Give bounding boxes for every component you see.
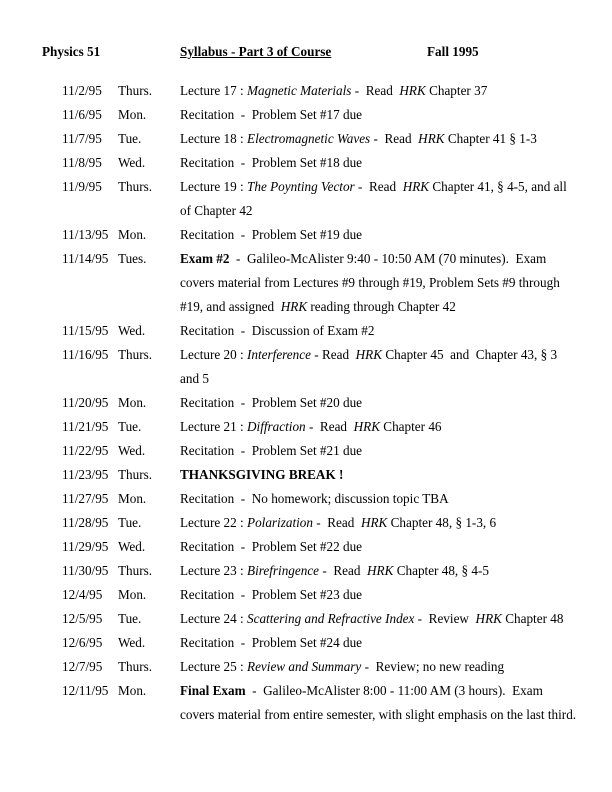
schedule-row [0, 127, 612, 151]
page-title: Syllabus - Part 3 of Course [180, 44, 332, 59]
row-date: 11/28/95 [62, 515, 109, 530]
row-description [180, 391, 578, 415]
schedule-row [0, 151, 612, 175]
row-description [180, 175, 578, 223]
schedule-row [0, 679, 612, 727]
text-segment: Scattering and Refractive Index [247, 611, 415, 626]
row-date: 12/11/95 [62, 683, 109, 698]
text-segment: Chapter 48 [501, 611, 564, 626]
schedule-row [0, 343, 612, 391]
text-segment: Lecture 25 : [180, 659, 248, 674]
schedule-row [0, 439, 612, 463]
text-segment: - Read [310, 347, 356, 362]
row-description [180, 151, 578, 175]
row-day: Mon. [118, 227, 147, 242]
row-description [180, 463, 578, 487]
row-description [180, 559, 578, 583]
row-description [180, 583, 578, 607]
schedule [0, 79, 612, 727]
text-segment: HRK [402, 179, 430, 194]
text-segment: Recitation - Problem Set #19 due [180, 227, 363, 242]
row-day: Tues. [118, 251, 147, 266]
text-segment: Chapter 37 [425, 83, 488, 98]
text-segment: Magnetic Materials [247, 83, 352, 98]
text-segment: - Read [351, 83, 400, 98]
row-day: Mon. [118, 587, 147, 602]
text-segment: Polarization [247, 515, 313, 530]
row-day: Tue. [118, 611, 142, 626]
text-segment: Chapter 41 § 1-3 [444, 131, 537, 146]
text-segment: Lecture 17 : [180, 83, 248, 98]
row-day: Mon. [118, 491, 147, 506]
schedule-row [0, 631, 612, 655]
text-segment: - Galileo-McAlister 9:40 - 10:50 AM (70 minutes). Exam covers material from Lectures #9 through #19, Problem Sets #9 through #19, and assigned [180, 251, 564, 314]
row-date: 11/15/95 [62, 323, 109, 338]
text-segment: - Read [312, 515, 361, 530]
schedule-row [0, 391, 612, 415]
text-segment: Recitation - Problem Set #18 due [180, 155, 363, 170]
text-segment: Lecture 23 : [180, 563, 248, 578]
schedule-row [0, 583, 612, 607]
text-segment: Chapter 46 [380, 419, 442, 434]
text-segment: - Review; no new reading [361, 659, 505, 674]
row-description [180, 679, 578, 727]
row-date: 11/30/95 [62, 563, 109, 578]
schedule-row [0, 535, 612, 559]
text-segment: Lecture 20 : [180, 347, 248, 362]
row-description [180, 439, 578, 463]
row-day: Wed. [118, 323, 146, 338]
row-description [180, 535, 578, 559]
row-date: 11/29/95 [62, 539, 109, 554]
row-date: 11/6/95 [62, 107, 102, 122]
course-name: Physics 51 [42, 44, 101, 59]
row-description [180, 655, 578, 679]
text-segment: Recitation - Problem Set #17 due [180, 107, 363, 122]
text-segment: Review and Summary [247, 659, 362, 674]
text-segment: The Poynting Vector [247, 179, 355, 194]
schedule-row [0, 247, 612, 319]
schedule-row [0, 415, 612, 439]
schedule-row [0, 607, 612, 631]
text-segment: Electromagnetic Waves [247, 131, 371, 146]
text-segment: HRK [475, 611, 502, 626]
row-description [180, 511, 578, 535]
text-segment: Birefringence [247, 563, 320, 578]
row-date: 11/23/95 [62, 467, 109, 482]
text-segment: HRK [367, 563, 394, 578]
text-segment: Diffraction [247, 419, 306, 434]
row-day: Thurs. [118, 467, 153, 482]
text-segment: Lecture 21 : [180, 419, 248, 434]
text-segment: HRK [418, 131, 445, 146]
text-segment: Recitation - Problem Set #22 due [180, 539, 363, 554]
schedule-row [0, 463, 612, 487]
text-segment: Lecture 18 : [180, 131, 248, 146]
schedule-row [0, 79, 612, 103]
text-segment: Chapter 48, § 4-5 [393, 563, 489, 578]
text-segment: Recitation - Discussion of Exam #2 [180, 323, 375, 338]
row-day: Mon. [118, 107, 147, 122]
text-segment: - Read [354, 179, 403, 194]
text-segment: Recitation - Problem Set #24 due [180, 635, 363, 650]
row-date: 12/4/95 [62, 587, 103, 602]
row-description [180, 103, 578, 127]
row-description [180, 607, 578, 631]
row-day: Tue. [118, 131, 142, 146]
text-segment: Recitation - Problem Set #20 due [180, 395, 363, 410]
text-segment: - Read [370, 131, 419, 146]
row-date: 11/20/95 [62, 395, 109, 410]
text-segment: Lecture 22 : [180, 515, 248, 530]
row-date: 11/2/95 [62, 83, 102, 98]
schedule-row [0, 655, 612, 679]
row-day: Wed. [118, 155, 146, 170]
row-day: Mon. [118, 395, 147, 410]
schedule-row [0, 511, 612, 535]
row-date: 11/9/95 [62, 179, 102, 194]
text-segment: Lecture 19 : [180, 179, 248, 194]
row-date: 11/16/95 [62, 347, 109, 362]
text-segment: HRK [353, 419, 380, 434]
row-description [180, 319, 578, 343]
row-day: Thurs. [118, 179, 153, 194]
text-segment: HRK [355, 347, 383, 362]
schedule-row [0, 223, 612, 247]
text-segment: - Read [305, 419, 354, 434]
text-segment: Recitation - Problem Set #21 due [180, 443, 363, 458]
row-day: Thurs. [118, 563, 153, 578]
text-segment: HRK [280, 299, 308, 314]
schedule-row [0, 319, 612, 343]
text-segment: Final Exam [180, 683, 246, 698]
schedule-row [0, 175, 612, 223]
row-day: Thurs. [118, 347, 153, 362]
row-description [180, 415, 578, 439]
text-segment: reading through Chapter 42 [307, 299, 456, 314]
row-day: Thurs. [118, 659, 153, 674]
row-date: 11/7/95 [62, 131, 102, 146]
row-date: 11/22/95 [62, 443, 109, 458]
row-description [180, 631, 578, 655]
row-day: Tue. [118, 419, 142, 434]
row-day: Wed. [118, 539, 146, 554]
text-segment: Recitation - No homework; discussion topic TBA [180, 491, 449, 506]
text-segment: Exam #2 [180, 251, 230, 266]
text-segment: THANKSGIVING BREAK ! [180, 467, 344, 482]
schedule-row [0, 559, 612, 583]
text-segment: Chapter 41, § 4-5, and all of Chapter 42 [180, 179, 571, 218]
row-date: 11/27/95 [62, 491, 109, 506]
row-date: 11/14/95 [62, 251, 109, 266]
row-date: 12/5/95 [62, 611, 103, 626]
row-description [180, 223, 578, 247]
text-segment: Chapter 48, § 1-3, 6 [387, 515, 497, 530]
row-description [180, 343, 578, 391]
term-label: Fall 1995 [427, 44, 479, 59]
row-date: 11/21/95 [62, 419, 109, 434]
row-date: 12/6/95 [62, 635, 103, 650]
row-day: Wed. [118, 443, 146, 458]
row-day: Tue. [118, 515, 142, 530]
page-header [0, 44, 612, 64]
text-segment: - Read [319, 563, 368, 578]
row-day: Mon. [118, 683, 147, 698]
row-description [180, 127, 578, 151]
schedule-row [0, 487, 612, 511]
text-segment: - Galileo-McAlister 8:00 - 11:00 AM (3 hours). Exam covers material from entire semester, with slight emphasis on the last third. [180, 683, 577, 722]
schedule-row [0, 103, 612, 127]
text-segment: HRK [399, 83, 426, 98]
row-date: 11/13/95 [62, 227, 109, 242]
row-date: 12/7/95 [62, 659, 103, 674]
row-description [180, 79, 578, 103]
text-segment: Lecture 24 : [180, 611, 248, 626]
row-description [180, 487, 578, 511]
text-segment: Interference [247, 347, 311, 362]
text-segment: Recitation - Problem Set #23 due [180, 587, 363, 602]
row-day: Thurs. [118, 83, 153, 98]
row-day: Wed. [118, 635, 146, 650]
row-date: 11/8/95 [62, 155, 102, 170]
text-segment: HRK [360, 515, 388, 530]
row-description [180, 247, 578, 319]
text-segment: Chapter 45 and Chapter 43, § 3 and 5 [180, 347, 561, 386]
text-segment: - Review [414, 611, 476, 626]
